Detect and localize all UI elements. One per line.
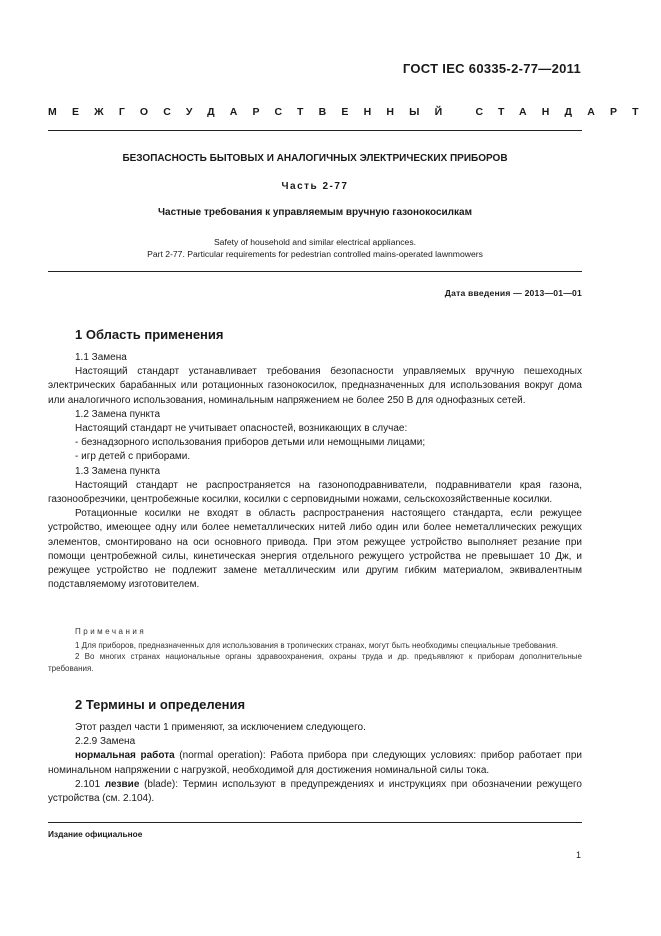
note-item: 2 Во многих странах национальные органы здравоохранения, охраны труда и др. предъявляют к приборам дополнительные требования. [48, 652, 582, 673]
notes-heading: Примечания [75, 627, 147, 636]
term: нормальная работа [75, 750, 175, 762]
note-item: 1 Для приборов, предназначенных для использования в тропических странах, могут быть необходимы специальные требования. [75, 640, 558, 650]
english-title [48, 236, 582, 260]
clause-number: 2.101 [75, 778, 105, 790]
definition-normal-operation [48, 749, 582, 777]
standard-subtitle: Частные требования к управляемым вручную газонокосилкам [158, 207, 472, 218]
section-2-body [48, 721, 582, 806]
top-divider [48, 130, 582, 131]
title-divider [48, 271, 582, 272]
part-label: Часть 2-77 [281, 181, 349, 192]
footer-divider [48, 822, 582, 823]
english-title-line-2: Part 2-77. Particular requirements for pedestrian controlled mains-operated lawnmowers [147, 249, 483, 259]
section-1-body [48, 351, 582, 592]
interstate-standard-label: МЕЖГОСУДАРСТВЕННЫЙ СТАНДАРТ [48, 106, 654, 118]
paragraph: Ротационные косилки не входят в область распространения настоящего стандарта, если режущее устройство, имеющее одну или более неметаллических нитей либо один или более неметаллических режущих элементов, смонтировано на оси основного привода. При этом режущее устройство выполняет резание при помощи центробежной силы, кинетическая энергия отдельного режущего устройства не превышает 10 Дж, и режущее устройство не подлежит замене металлическим или другим гибким материалом, эквивалентным подставляемому изготовителем. [48, 508, 582, 591]
definition-text: : Работа прибора при следующих условиях: прибор работает при номинальном напряжении с нагрузкой, необходимой для достижения номинальной силы тока. [48, 750, 582, 776]
term-english: (blade) [139, 778, 176, 790]
list-item: - безнадзорного использования приборов детьми или немощными лицами; [75, 437, 426, 449]
document-number: ГОСТ IEC 60335-2-77—2011 [402, 61, 581, 76]
section-1-heading: 1 Область применения [75, 327, 224, 342]
list-item: - игр детей с приборами. [75, 451, 191, 463]
introduction-date: Дата введения — 2013—01—01 [444, 288, 582, 298]
definition-text: : Термин используют в предупреждениях и инструкциях при обозначении режущего устройства (см. 2.104). [48, 778, 582, 805]
clause-1-3: 1.3 Замена пункта [75, 465, 161, 477]
official-edition-label: Издание официальное [48, 829, 143, 839]
paragraph: Настоящий стандарт не распространяется на газоноподравниватели, подравниватели края газона, газонообрезчики, центробежные косилки, косилки с серповидными ножами, сельскохозяйственные косилки. [48, 479, 582, 506]
clause-2-2-9: 2.2.9 Замена [75, 736, 136, 748]
english-title-line-1: Safety of household and similar electrical appliances. [213, 237, 417, 247]
clause-1-1: 1.1 Замена [75, 352, 127, 363]
notes-block [48, 626, 582, 674]
term: лезвие [104, 778, 140, 790]
paragraph: Настоящий стандарт не учитывает опасностей, возникающих в случае: [75, 423, 408, 435]
section-2-heading: 2 Термины и определения [75, 697, 246, 712]
clause-1-2: 1.2 Замена пункта [75, 408, 161, 420]
page-number: 1 [575, 850, 581, 860]
paragraph: Этот раздел части 1 применяют, за исключением следующего. [75, 722, 366, 733]
paragraph: Настоящий стандарт устанавливает требования безопасности управляемых вручную пешеходных электрических барабанных или ротационных газонокосилок, предназначенных для использования вокруг дома или аналогичного использования, номинальным напряжением не более 250 В для однофазных сетей. [48, 366, 582, 406]
standard-title: БЕЗОПАСНОСТЬ БЫТОВЫХ И АНАЛОГИЧНЫХ ЭЛЕКТРИЧЕСКИХ ПРИБОРОВ [122, 153, 508, 164]
definition-blade [48, 778, 582, 806]
term-english: (normal operation) [174, 750, 263, 762]
